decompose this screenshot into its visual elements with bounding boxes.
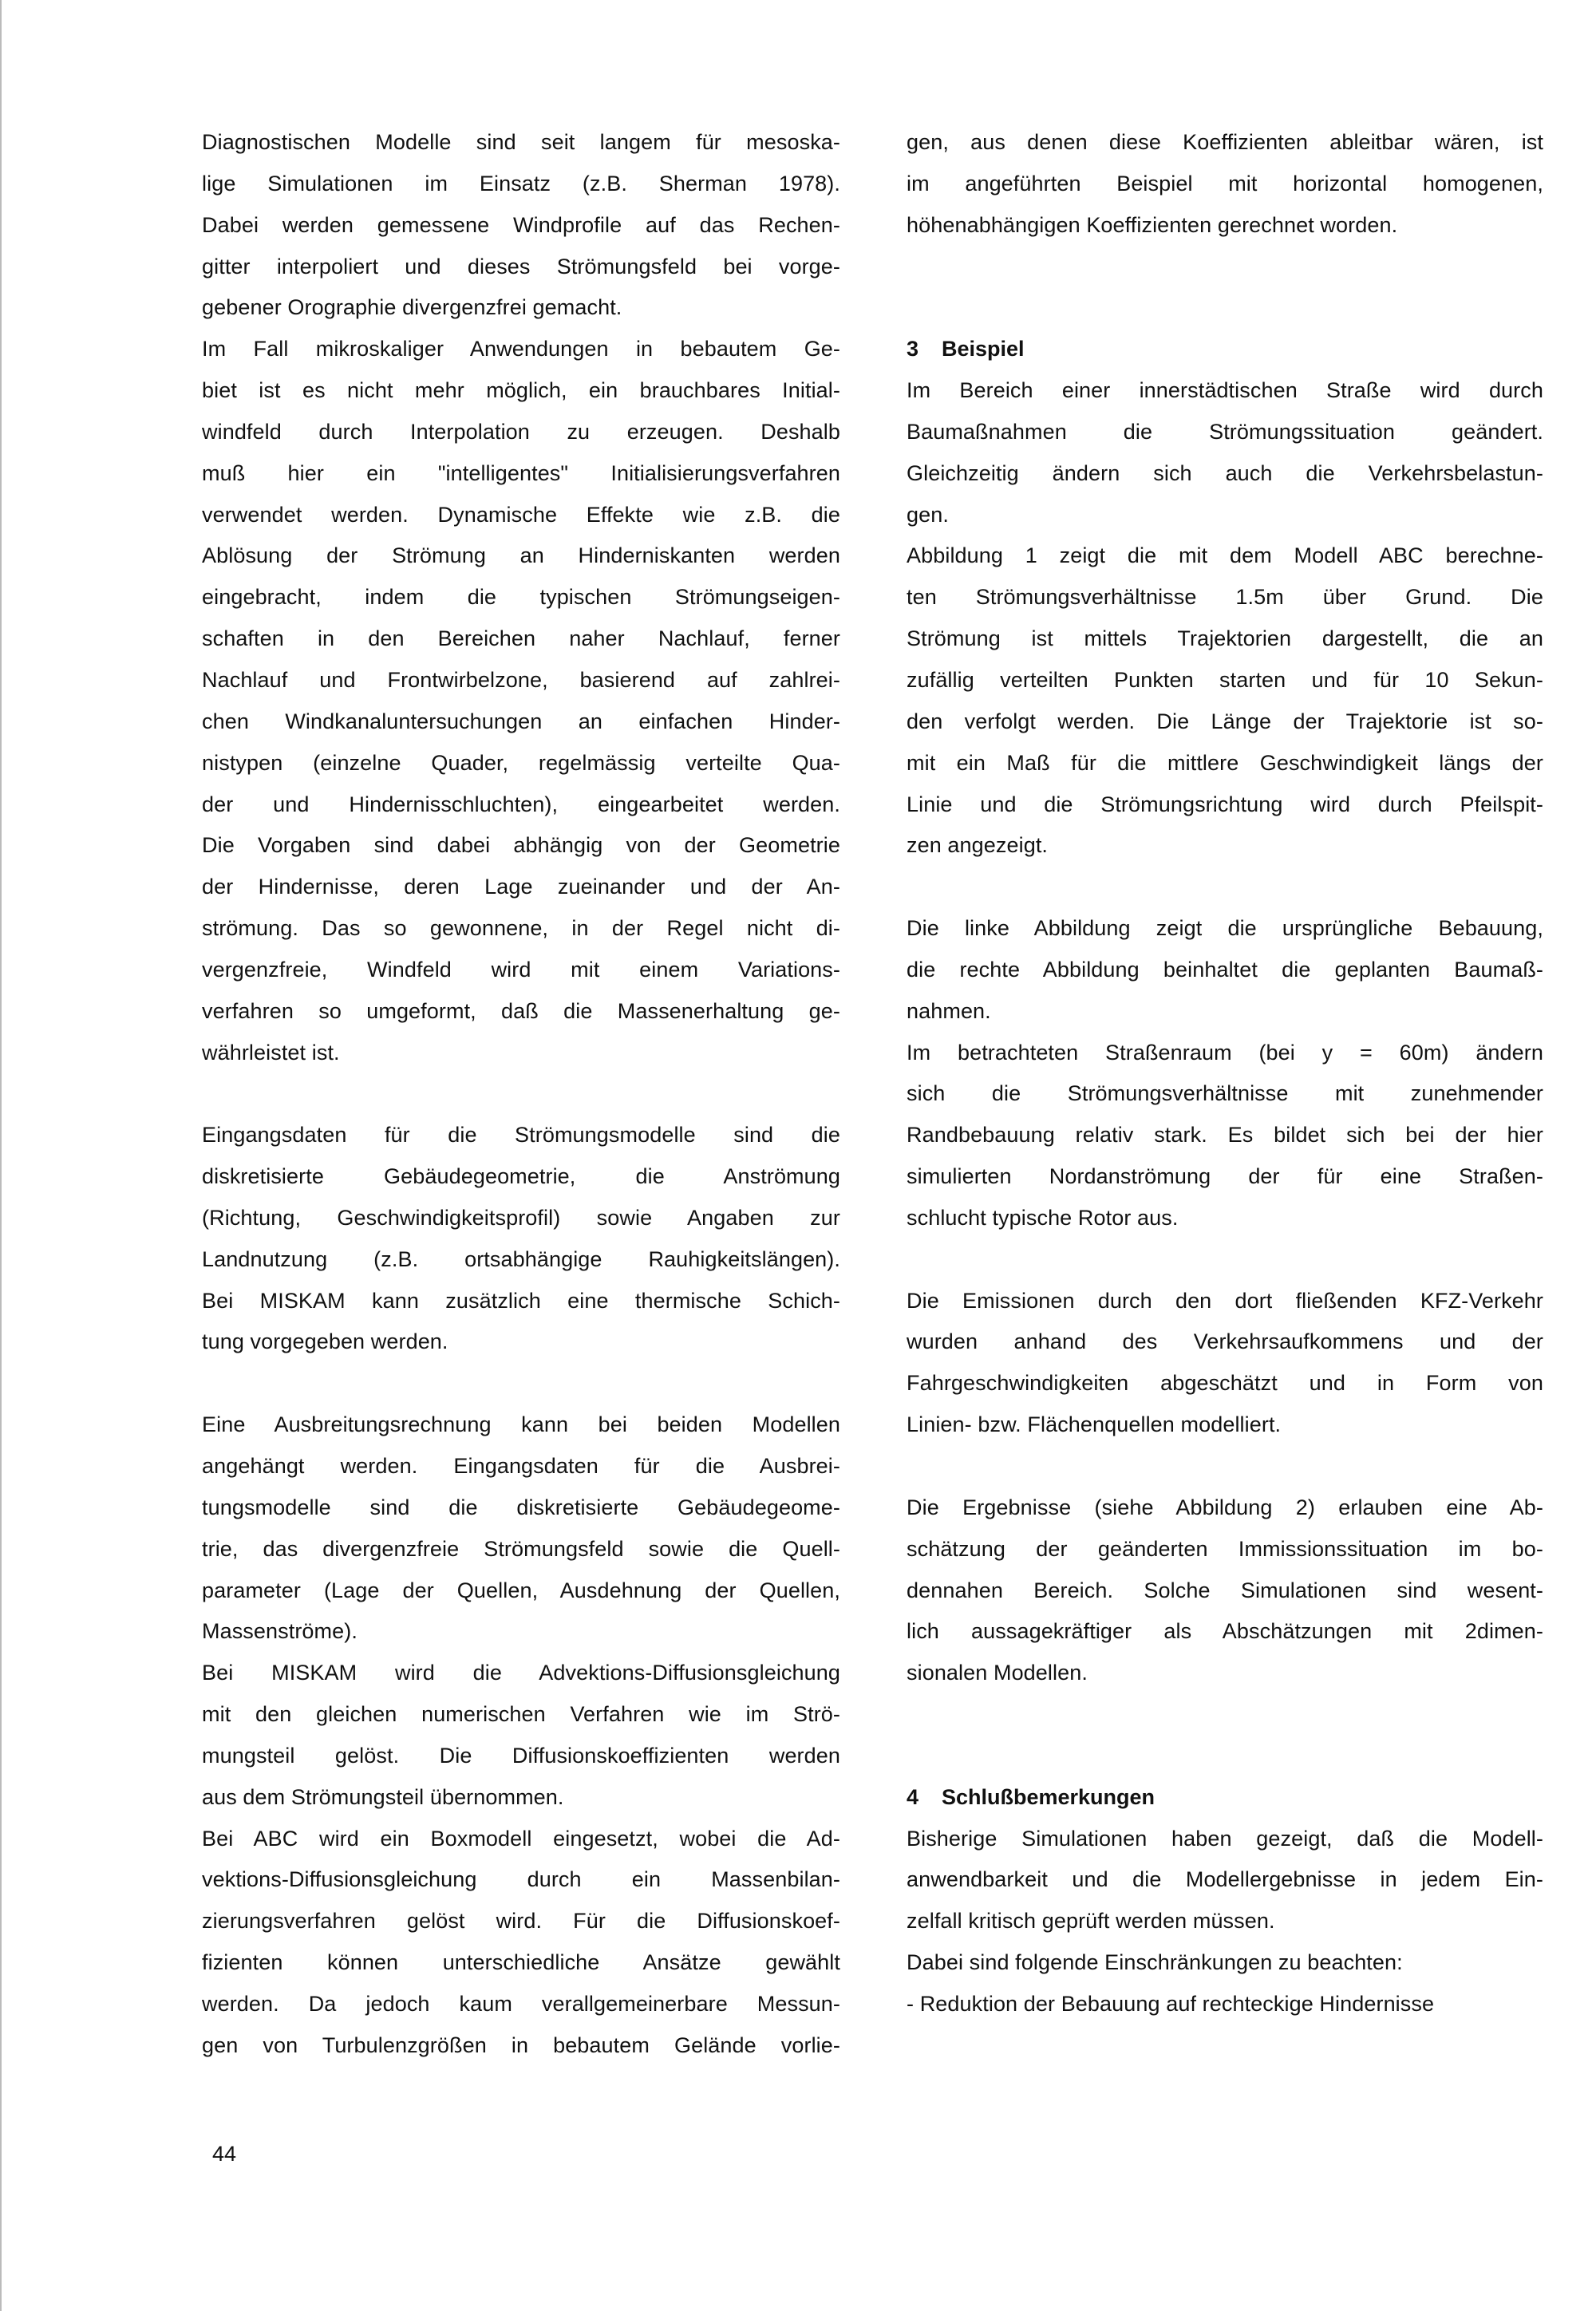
text-line: lich aussagekräftiger als Abschätzungen mit 2dimen- (907, 1619, 1543, 1644)
text-line: sich die Strömungsverhältnisse mit zunehmender (907, 1081, 1543, 1106)
right-column (907, 122, 1543, 2025)
paragraph (202, 1819, 840, 2067)
text-line: Strömung ist mittels Trajektorien dargestellt, die an (907, 626, 1543, 651)
text-line: strömung. Das so gewonnene, in der Regel nicht di- (202, 916, 840, 941)
section-title: Beispiel (942, 337, 1025, 361)
text-line: diskretisierte Gebäudegeometrie, die Anströmung (202, 1164, 840, 1189)
text-line: (Richtung, Geschwindigkeitsprofil) sowie Angaben zur (202, 1205, 840, 1230)
blank-line (202, 1073, 840, 1115)
text-line: werden. Da jedoch kaum verallgemeinerbare Messun- (202, 1991, 840, 2016)
text-line: Diagnostischen Modelle sind seit langem für mesoska- (202, 130, 840, 154)
section-number: 3 (907, 337, 919, 361)
page-number: 44 (212, 2142, 237, 2166)
blank-line (907, 287, 1543, 329)
blank-line (907, 1694, 1543, 1736)
text-line: Bei MISKAM kann zusätzlich eine thermische Schich- (202, 1288, 840, 1313)
text-line: die rechte Abbildung beinhaltet die geplanten Baumaß- (907, 957, 1543, 982)
blank-line (202, 1363, 840, 1404)
text-line: aus dem Strömungsteil übernommen. (202, 1784, 564, 1809)
text-line: tungsmodelle sind die diskretisierte Gebäudegeome- (202, 1495, 840, 1519)
text-line: höhenabhängigen Koeffizienten gerechnet worden. (907, 212, 1398, 237)
text-line: Bei ABC wird ein Boxmodell eingesetzt, wobei die Ad- (202, 1826, 840, 1851)
scan-edge (0, 0, 2, 2311)
paragraph (907, 122, 1543, 247)
text-line: gebener Orographie divergenzfrei gemacht. (202, 295, 622, 320)
text-line: mit ein Maß für die mittlere Geschwindigkeit längs der (907, 750, 1543, 775)
paragraph (907, 1281, 1543, 1446)
text-line: Dabei sind folgende Einschränkungen zu beachten: (907, 1950, 1403, 1975)
paragraph (907, 1033, 1543, 1239)
text-line: dennahen Bereich. Solche Simulationen sind wesent- (907, 1578, 1543, 1602)
paragraph (907, 370, 1543, 535)
text-line: parameter (Lage der Quellen, Ausdehnung der Quellen, (202, 1578, 840, 1602)
text-line: der und Hindernisschluchten), eingearbeitet werden. (202, 792, 840, 816)
text-line: währleistet ist. (202, 1040, 340, 1065)
text-line: simulierten Nordanströmung der für eine Straßen- (907, 1164, 1543, 1189)
text-line: im angeführten Beispiel mit horizontal homogenen, (907, 171, 1543, 196)
paragraph (907, 1984, 1543, 2025)
text-line: der Hindernisse, deren Lage zueinander und der An- (202, 875, 840, 899)
paragraph (202, 1653, 840, 1818)
section-heading (907, 1777, 1543, 1819)
text-line: nistypen (einzelne Quader, regelmässig verteilte Qua- (202, 750, 840, 775)
text-line: zierungsverfahren gelöst wird. Für die Diffusionskoef- (202, 1909, 840, 1934)
blank-line (907, 1446, 1543, 1487)
text-line: chen Windkanaluntersuchungen an einfachen Hinder- (202, 709, 840, 733)
text-line: anwendbarkeit und die Modellergebnisse in jedem Ein- (907, 1867, 1543, 1892)
paragraph (202, 122, 840, 329)
text-line: windfeld durch Interpolation zu erzeugen. Deshalb (202, 419, 840, 444)
text-line: mit den gleichen numerischen Verfahren wie im Strö- (202, 1702, 840, 1727)
text-line: gen von Turbulenzgrößen in bebautem Gelände vorlie- (202, 2032, 840, 2057)
text-line: biet ist es nicht mehr möglich, ein brauchbares Initial- (202, 378, 840, 403)
text-line: Bisherige Simulationen haben gezeigt, daß die Modell- (907, 1826, 1543, 1851)
text-line: Die Vorgaben sind dabei abhängig von der Geometrie (202, 833, 840, 858)
section-heading (907, 329, 1543, 370)
text-line: muß hier ein "intelligentes" Initialisierungsverfahren (202, 460, 840, 485)
text-line: Baumaßnahmen die Strömungssituation geändert. (907, 419, 1543, 444)
text-line: verwendet werden. Dynamische Effekte wie z.B. die (202, 502, 840, 527)
text-line: mungsteil gelöst. Die Diffusionskoeffizienten werden (202, 1743, 840, 1768)
text-line: lige Simulationen im Einsatz (z.B. Sherman 1978). (202, 171, 840, 196)
text-line: Im Bereich einer innerstädtischen Straße wird durch (907, 378, 1543, 403)
text-line: Eingangsdaten für die Strömungsmodelle sind die (202, 1123, 840, 1148)
text-line: Die linke Abbildung zeigt die ursprüngliche Bebauung, (907, 916, 1543, 941)
text-line: Massenströme). (202, 1619, 358, 1644)
text-line: verfahren so umgeformt, daß die Massenerhaltung ge- (202, 998, 840, 1023)
text-line: gen. (907, 502, 949, 527)
text-line: gen, aus denen diese Koeffizienten ableitbar wären, ist (907, 130, 1543, 154)
text-line: schlucht typische Rotor aus. (907, 1205, 1179, 1230)
paragraph (907, 535, 1543, 867)
text-line: zufällig verteilten Punkten starten und für 10 Sekun- (907, 667, 1543, 692)
text-line: Eine Ausbreitungsrechnung kann bei beiden Modellen (202, 1412, 840, 1437)
text-line: Die Ergebnisse (siehe Abbildung 2) erlauben eine Ab- (907, 1495, 1543, 1519)
paragraph (907, 1819, 1543, 1943)
section-title: Schlußbemerkungen (942, 1784, 1156, 1809)
text-line: schätzung der geänderten Immissionssituation im bo- (907, 1536, 1543, 1561)
blank-line (907, 247, 1543, 288)
text-line: fizienten können unterschiedliche Ansätze gewählt (202, 1950, 840, 1975)
text-line: Im betrachteten Straßenraum (bei y = 60m) ändern (907, 1040, 1543, 1065)
text-line: Bei MISKAM wird die Advektions-Diffusionsgleichung (202, 1661, 840, 1685)
left-column (202, 122, 840, 2067)
text-line: Fahrgeschwindigkeiten abgeschätzt und in Form von (907, 1371, 1543, 1396)
text-line: Dabei werden gemessene Windprofile auf das Rechen- (202, 212, 840, 237)
text-line: Linie und die Strömungsrichtung wird durch Pfeilspit- (907, 792, 1543, 816)
paragraph (202, 329, 840, 1073)
section-number: 4 (907, 1784, 919, 1809)
text-line: tung vorgegeben werden. (202, 1329, 448, 1354)
text-line: vergenzfreie, Windfeld wird mit einem Variations- (202, 957, 840, 982)
text-line: - Reduktion der Bebauung auf rechteckige Hindernisse (907, 1991, 1435, 2016)
text-line: trie, das divergenzfreie Strömungsfeld sowie die Quell- (202, 1536, 840, 1561)
text-line: Im Fall mikroskaliger Anwendungen in bebautem Ge- (202, 337, 840, 361)
paragraph (907, 1487, 1543, 1694)
text-line: zelfall kritisch geprüft werden müssen. (907, 1909, 1275, 1934)
text-line: Ablösung der Strömung an Hinderniskanten werden (202, 543, 840, 568)
blank-line (907, 1736, 1543, 1777)
paragraph (907, 1942, 1543, 1984)
text-line: Randbebauung relativ stark. Es bildet sich bei der hier (907, 1123, 1543, 1148)
text-line: Gleichzeitig ändern sich auch die Verkehrsbelastun- (907, 460, 1543, 485)
text-line: Abbildung 1 zeigt die mit dem Modell ABC berechne- (907, 543, 1543, 568)
text-line: sionalen Modellen. (907, 1661, 1088, 1685)
text-line: ten Strömungsverhältnisse 1.5m über Grund. Die (907, 585, 1543, 610)
text-line: Die Emissionen durch den dort fließenden KFZ-Verkehr (907, 1288, 1543, 1313)
text-line: eingebracht, indem die typischen Strömungseigen- (202, 585, 840, 610)
text-line: wurden anhand des Verkehrsaufkommens und der (907, 1329, 1543, 1354)
text-line: den verfolgt werden. Die Länge der Trajektorie ist so- (907, 709, 1543, 733)
text-line: gitter interpoliert und dieses Strömungsfeld bei vorge- (202, 254, 840, 279)
text-line: vektions-Diffusionsgleichung durch ein Massenbilan- (202, 1867, 840, 1892)
text-line: nahmen. (907, 998, 991, 1023)
blank-line (907, 867, 1543, 908)
paragraph (907, 908, 1543, 1033)
text-line: Linien- bzw. Flächenquellen modelliert. (907, 1412, 1282, 1437)
blank-line (907, 1239, 1543, 1281)
text-line: Landnutzung (z.B. ortsabhängige Rauhigkeitslängen). (202, 1246, 840, 1271)
text-line: schaften in den Bereichen naher Nachlauf, ferner (202, 626, 840, 651)
text-line: Nachlauf und Frontwirbelzone, basierend auf zahlrei- (202, 667, 840, 692)
paragraph (202, 1115, 840, 1363)
text-line: zen angezeigt. (907, 833, 1049, 858)
paragraph (202, 1404, 840, 1653)
text-line: angehängt werden. Eingangsdaten für die Ausbrei- (202, 1454, 840, 1478)
